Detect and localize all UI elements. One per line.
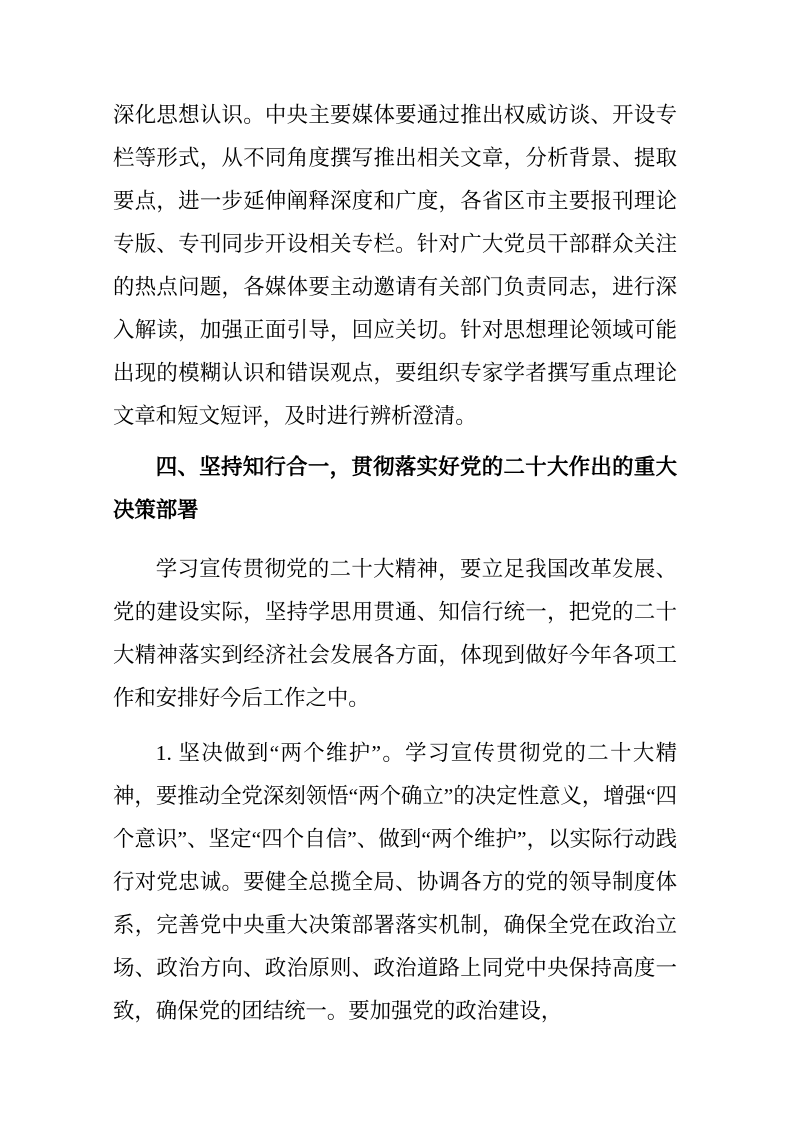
paragraph-continuation: 深化思想认识。中央主要媒体要通过推出权威访谈、开设专栏等形式，从不同角度撰写推出相关文章，分析背景、提取要点，进一步延伸阐释深度和广度，各省区市主要报刊理论专版、专刊同步开设相关专栏。针对广大党员干部群众关注的热点问题，各媒体要主动邀请有关部门负责同志，进行深入解读，加强正面引导，回应关切。针对思想理论领域可能出现的模糊认识和错误观点，要组织专家学者撰写重点理论文章和短文短评，及时进行辨析澄清。 <box>113 103 677 428</box>
paragraph-item-1: 1. 坚决做到“两个维护”。学习宣传贯彻党的二十大精神，要推动全党深刻领悟“两个确立”的决定性意义，增强“四个意识”、坚定“四个自信”、做到“两个维护”，以实际行动践行对党忠诚。要健全总揽全局、协调各方的党的领导制度体系，完善党中央重大决策部署落实机制，确保全党在政治立场、政治方向、政治原则、政治道路上同党中央保持高度一致，确保党的团结统一。要加强党的政治建设， <box>113 741 677 1023</box>
paragraph-overview: 学习宣传贯彻党的二十大精神，要立足我国改革发展、党的建设实际，坚持学思用贯通、知信行统一，把党的二十大精神落实到经济社会发展各方面，体现到做好今年各项工作和安排好今后工作之中。 <box>113 557 677 710</box>
section-heading: 四、坚持知行合一，贯彻落实好党的二十大作出的重大决策部署 <box>113 455 677 522</box>
